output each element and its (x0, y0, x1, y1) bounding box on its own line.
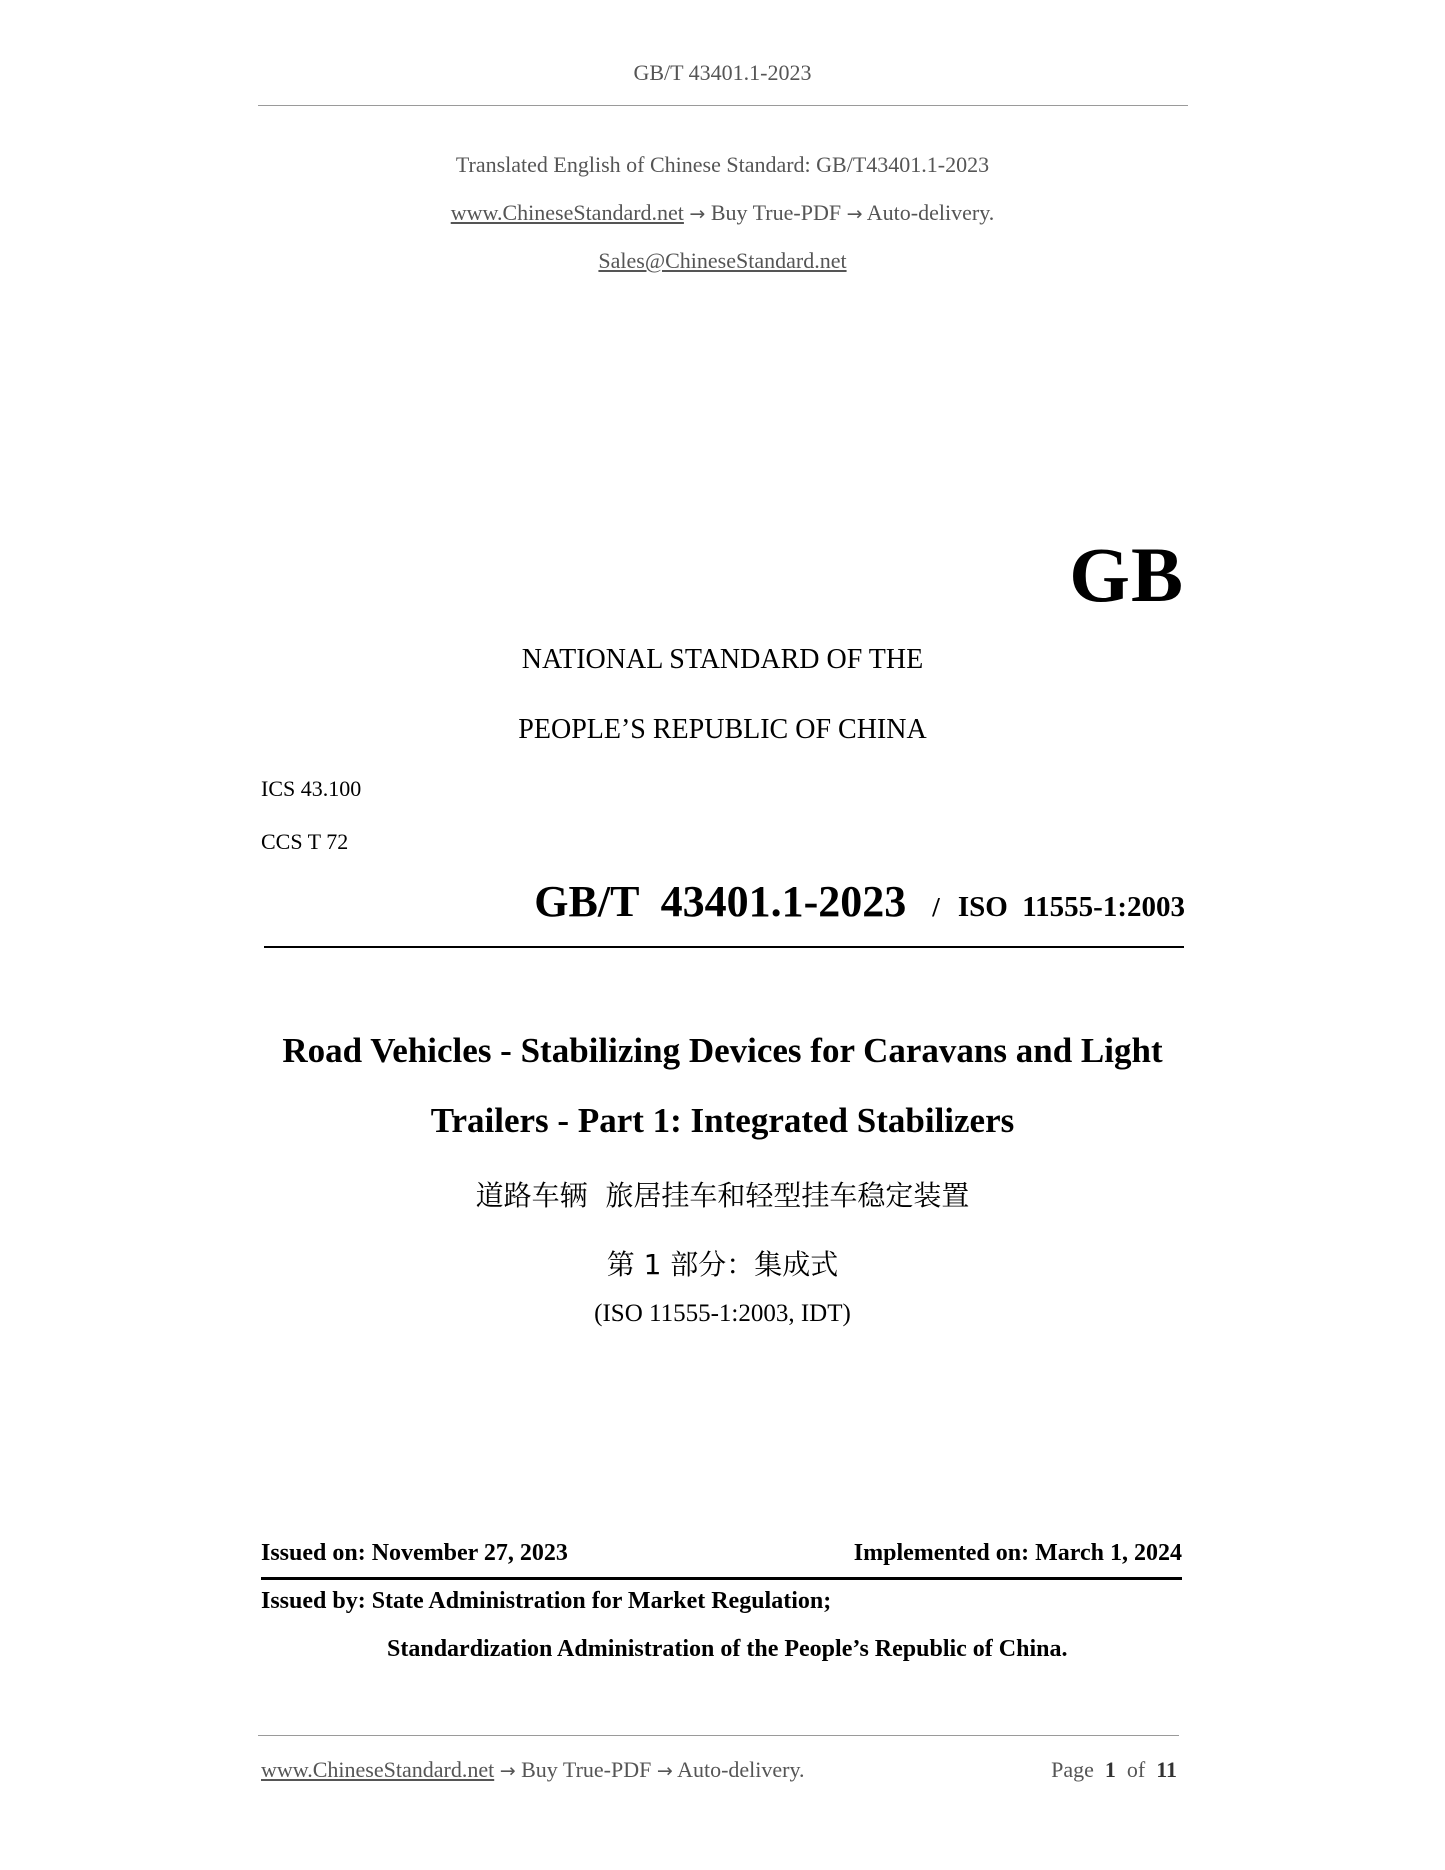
ccs-code: CCS T 72 (261, 829, 349, 854)
footer-divider (258, 1735, 1179, 1736)
promo-purchase-line (0, 200, 1445, 226)
standard-separator: / (932, 892, 940, 922)
footer-delivery-text: Auto-delivery. (677, 1757, 805, 1782)
iso-number: ISO 11555-1:2003 (957, 891, 1185, 923)
implemented-on-date: Implemented on: March 1, 2024 (853, 1540, 1182, 1566)
promo-email-line (0, 248, 1445, 274)
standard-number-divider (264, 946, 1184, 948)
dates-divider (261, 1577, 1182, 1580)
issued-by-line1: Issued by: State Administration for Market Regulation; (261, 1588, 832, 1614)
title-chinese-line1: 道路车辆 旅居挂车和轻型挂车稳定装置 (475, 1179, 970, 1212)
issued-by-line2: Standardization Administration of the People’s Republic of China. (387, 1636, 1068, 1662)
right-arrow-icon: → (656, 1760, 673, 1782)
page-total: 11 (1156, 1757, 1177, 1782)
title-chinese-line2: 第 1 部分：集成式 (606, 1248, 839, 1281)
national-standard-line1: NATIONAL STANDARD OF THE (521, 644, 924, 675)
sales-email-link[interactable]: Sales@ChineseStandard.net (598, 248, 847, 273)
issued-on-date: Issued on: November 27, 2023 (261, 1540, 568, 1566)
footer-purchase-line (261, 1757, 805, 1783)
page-current: 1 (1104, 1757, 1116, 1782)
national-standard-line2: PEOPLE’S REPUBLIC OF CHINA (518, 714, 927, 745)
header-doc-code: GB/T 43401.1-2023 (633, 60, 812, 85)
standard-number: GB/T 43401.1-2023 (534, 877, 907, 926)
auto-delivery-text: Auto-delivery. (866, 200, 995, 225)
standard-number-row (534, 876, 1185, 927)
right-arrow-icon: → (499, 1760, 516, 1782)
site-link[interactable]: www.ChineseStandard.net (450, 200, 684, 225)
title-english-line2: Trailers - Part 1: Integrated Stabilizers (430, 1101, 1015, 1140)
right-arrow-icon: → (846, 203, 863, 225)
footer-buy-text: Buy True-PDF (521, 1757, 652, 1782)
page-indicator (1051, 1757, 1177, 1783)
title-english-line1: Road Vehicles - Stabilizing Devices for Caravans and Light (282, 1031, 1163, 1070)
buy-true-pdf-text: Buy True-PDF (710, 200, 842, 225)
identical-adoption-note: (ISO 11555-1:2003, IDT) (594, 1300, 851, 1327)
page-label: Page (1051, 1757, 1094, 1782)
promo-translation-line: Translated English of Chinese Standard: GB/T43401.1-2023 (455, 152, 990, 177)
page-of: of (1126, 1757, 1146, 1782)
footer-site-link[interactable]: www.ChineseStandard.net (261, 1757, 495, 1782)
right-arrow-icon: → (689, 203, 706, 225)
ics-code: ICS 43.100 (261, 776, 362, 801)
header-divider (258, 105, 1188, 106)
gb-mark: GB (1069, 531, 1184, 618)
